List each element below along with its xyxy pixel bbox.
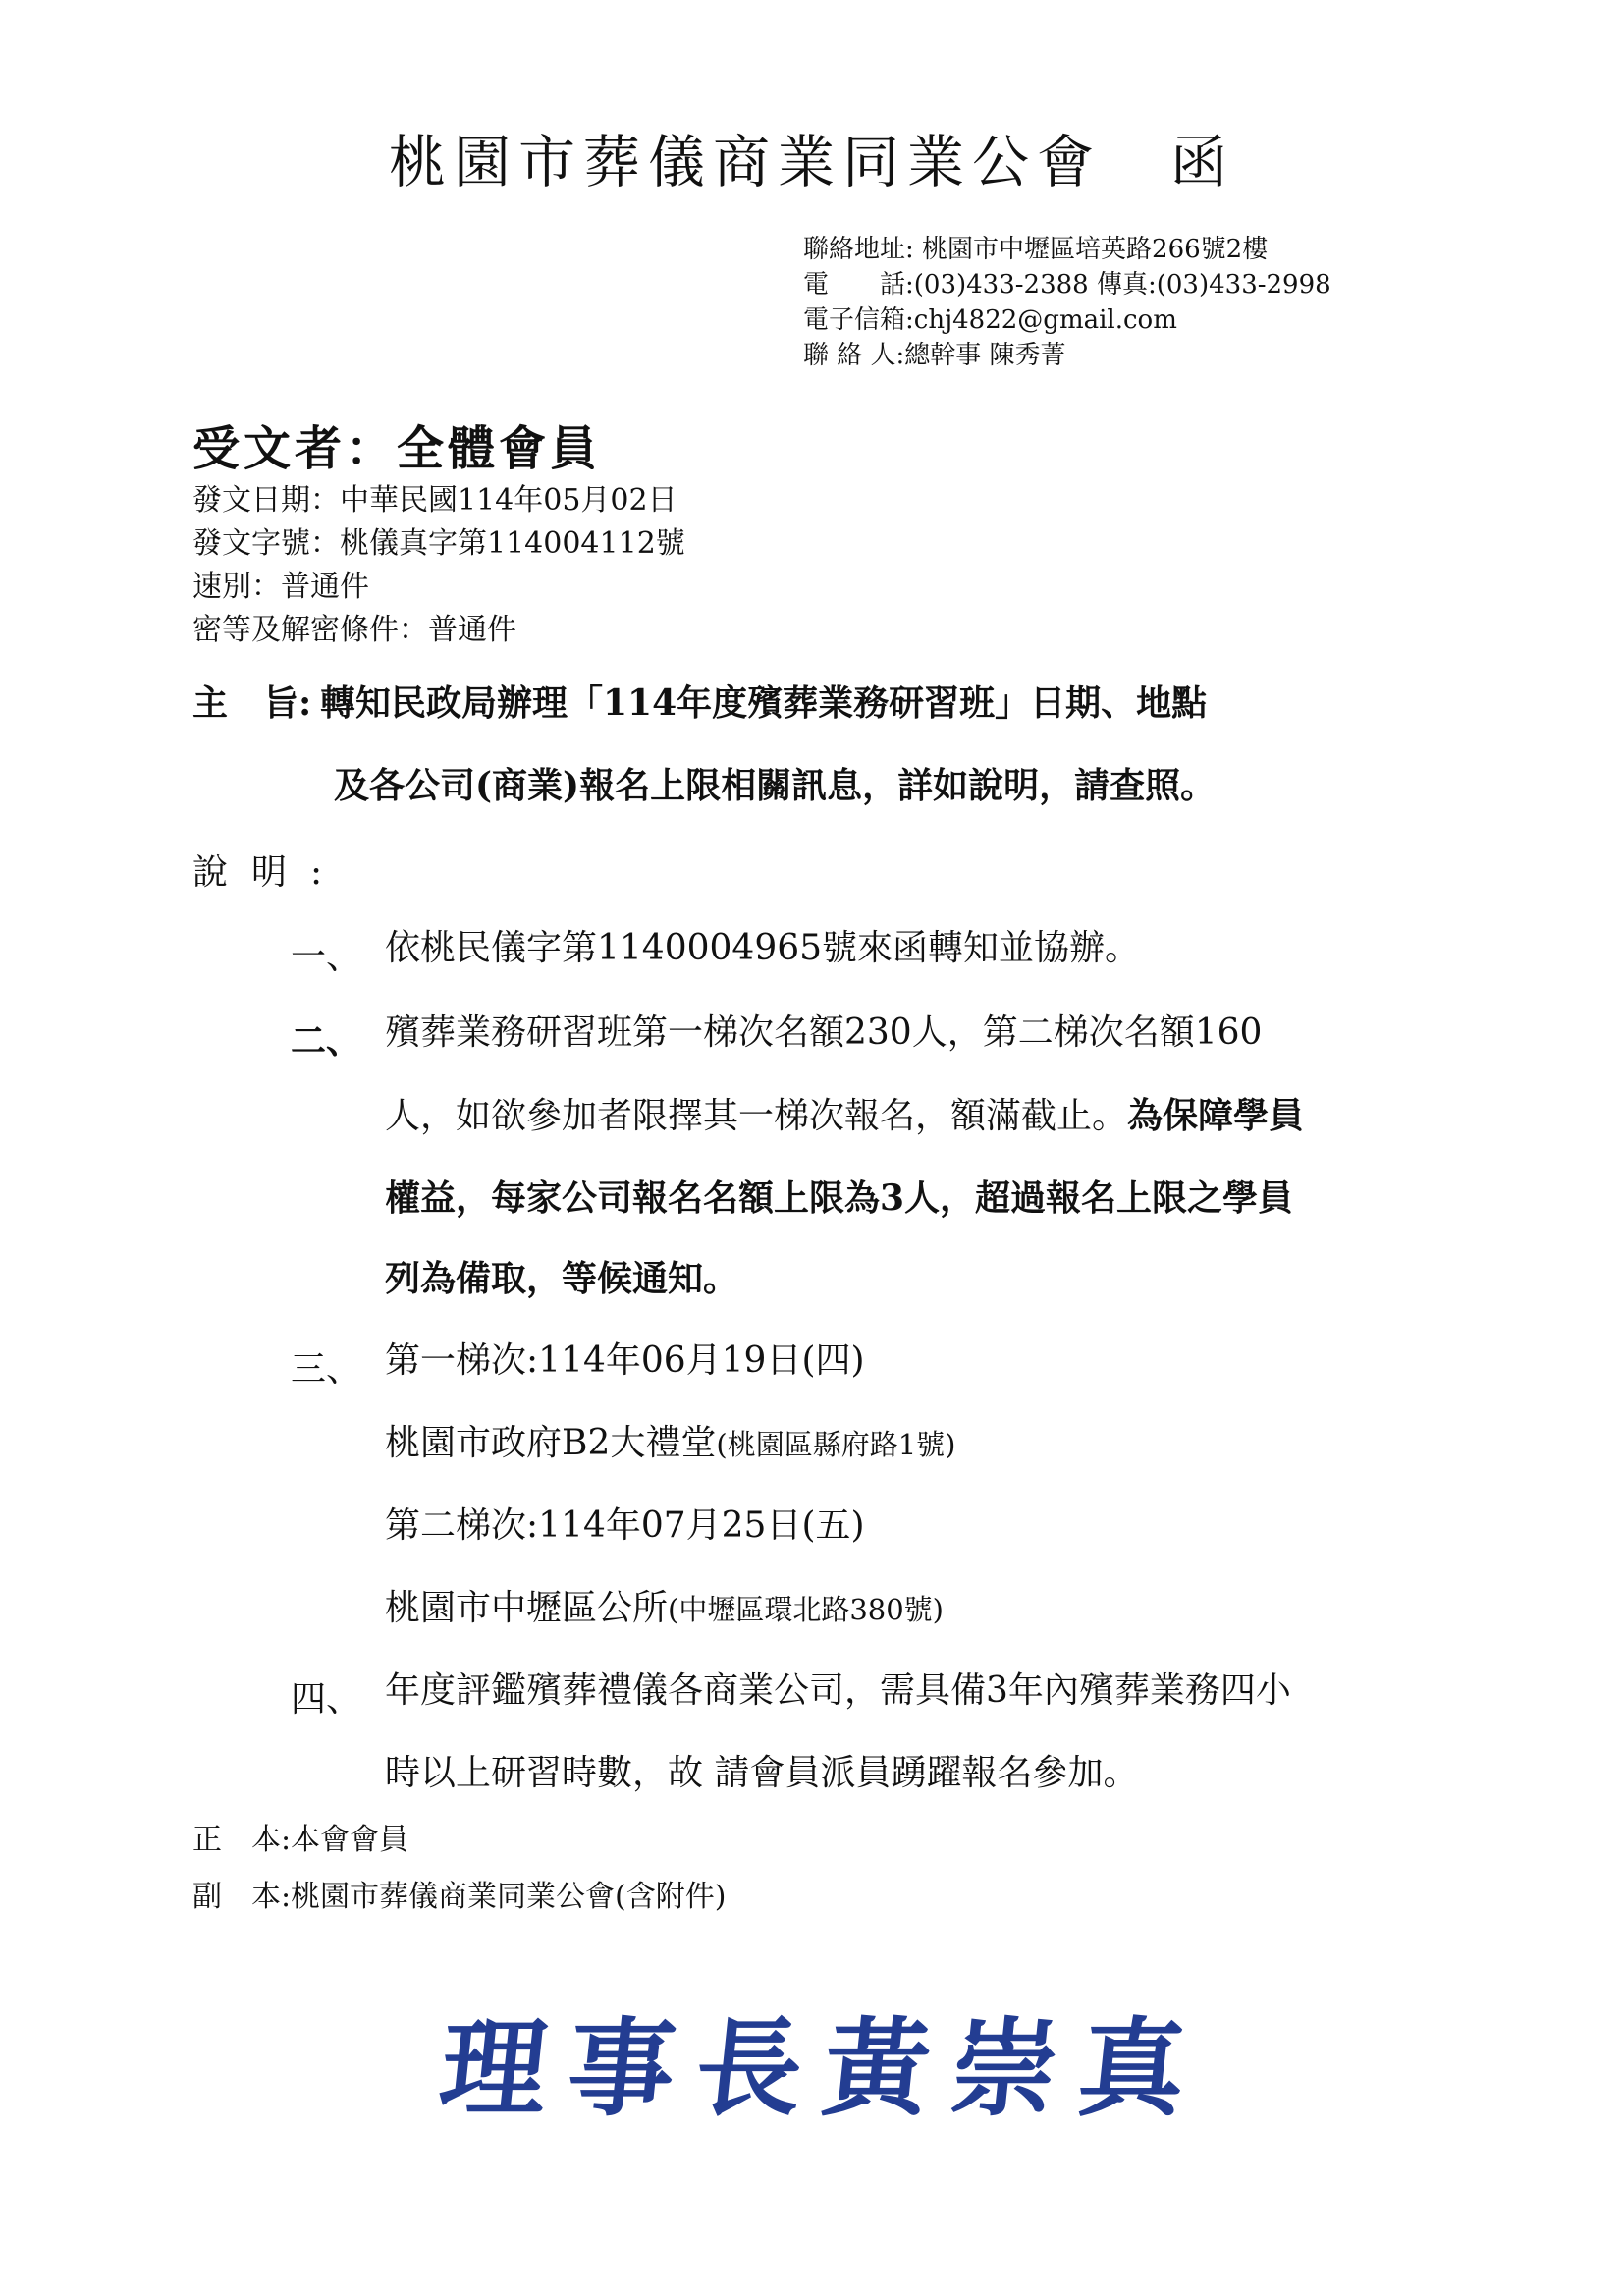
contact-person: 聯 絡 人:總幹事 陳秀菁: [803, 341, 1066, 370]
item-2-number: 二、: [291, 1020, 362, 1062]
session-2-date: 第二梯次:114年07月25日(五): [385, 1505, 865, 1546]
item-4-number: 四、: [291, 1679, 362, 1720]
original-copy-value: 本會會員: [291, 1823, 408, 1857]
confidentiality: 密等及解密條件：普通件: [192, 613, 516, 647]
subject-text-1: 轉知民政局辦理「114年度殯葬業務研習班」日期、地點: [320, 683, 1208, 724]
duplicate-copy-value: 桃園市葬儀商業同業公會(含附件): [291, 1880, 727, 1914]
item-2-line-4: 列為備取，等候通知。: [385, 1258, 739, 1299]
item-2-line-2-bold: 為保障學員: [1127, 1095, 1305, 1136]
session-2-place: 桃園市中壢區公所: [385, 1588, 669, 1628]
session-1-place: 桃園市政府B2大禮堂: [385, 1423, 717, 1463]
chairman-seal: 理事長黃崇真: [434, 2007, 1214, 2131]
subject-line-2: 及各公司(商業)報名上限相關訊息，詳如說明，請查照。: [334, 765, 1217, 806]
item-2-line-3: 權益，每家公司報名名額上限為3人，超過報名上限之學員: [385, 1177, 1294, 1219]
item-4-line-1: 年度評鑑殯葬禮儀各商業公司，需具備3年內殯葬業務四小: [385, 1670, 1291, 1711]
session-1-location: [385, 1424, 955, 1464]
item-2-line-2: [385, 1096, 1304, 1136]
item-3-number: 三、: [291, 1349, 362, 1390]
session-1-address: (桃園區縣府路1號): [716, 1428, 956, 1461]
subject-line-1: [192, 682, 1207, 725]
original-copy: [192, 1815, 408, 1858]
recipient: 受文者：全體會員: [192, 421, 602, 476]
contact-phone: 電 話:(03)433-2388 傳真:(03)433-2998: [803, 270, 1331, 300]
duplicate-copy: [192, 1872, 726, 1915]
issue-number: 發文字號：桃儀真字第114004112號: [192, 526, 685, 561]
org-title: 桃園市葬儀商業同業公會: [388, 129, 1102, 195]
original-copy-label: 正 本:: [192, 1823, 292, 1857]
duplicate-copy-label: 副 本:: [192, 1880, 292, 1914]
session-2-address: (中壢區環北路380號): [668, 1593, 944, 1626]
item-1-number: 一、: [291, 937, 362, 977]
item-2-line-1: 殯葬業務研習班第一梯次名額230人，第二梯次名額160: [385, 1012, 1263, 1053]
item-2-line-2-normal: 人，如欲參加者限擇其一梯次報名，額滿截止。: [385, 1096, 1128, 1136]
session-2-location: [385, 1589, 944, 1629]
contact-address: 聯絡地址: 桃園市中壢區培英路266號2樓: [803, 235, 1269, 264]
issue-date: 發文日期：中華民國114年05月02日: [192, 483, 677, 518]
session-1-date: 第一梯次:114年06月19日(四): [385, 1340, 865, 1381]
subject-label: 主 旨:: [192, 683, 312, 724]
doc-kind: 函: [1170, 129, 1236, 195]
contact-email: 電子信箱:chj4822@gmail.com: [803, 305, 1177, 335]
urgency: 速別：普通件: [192, 570, 369, 604]
item-1-text: 依桃民儀字第1140004965號來函轉知並協辦。: [385, 928, 1141, 968]
explanation-label: 說明:: [192, 852, 347, 893]
document-title: [0, 116, 1624, 198]
item-4-line-2: 時以上研習時數，故 請會員派員踴躍報名參加。: [385, 1753, 1139, 1793]
